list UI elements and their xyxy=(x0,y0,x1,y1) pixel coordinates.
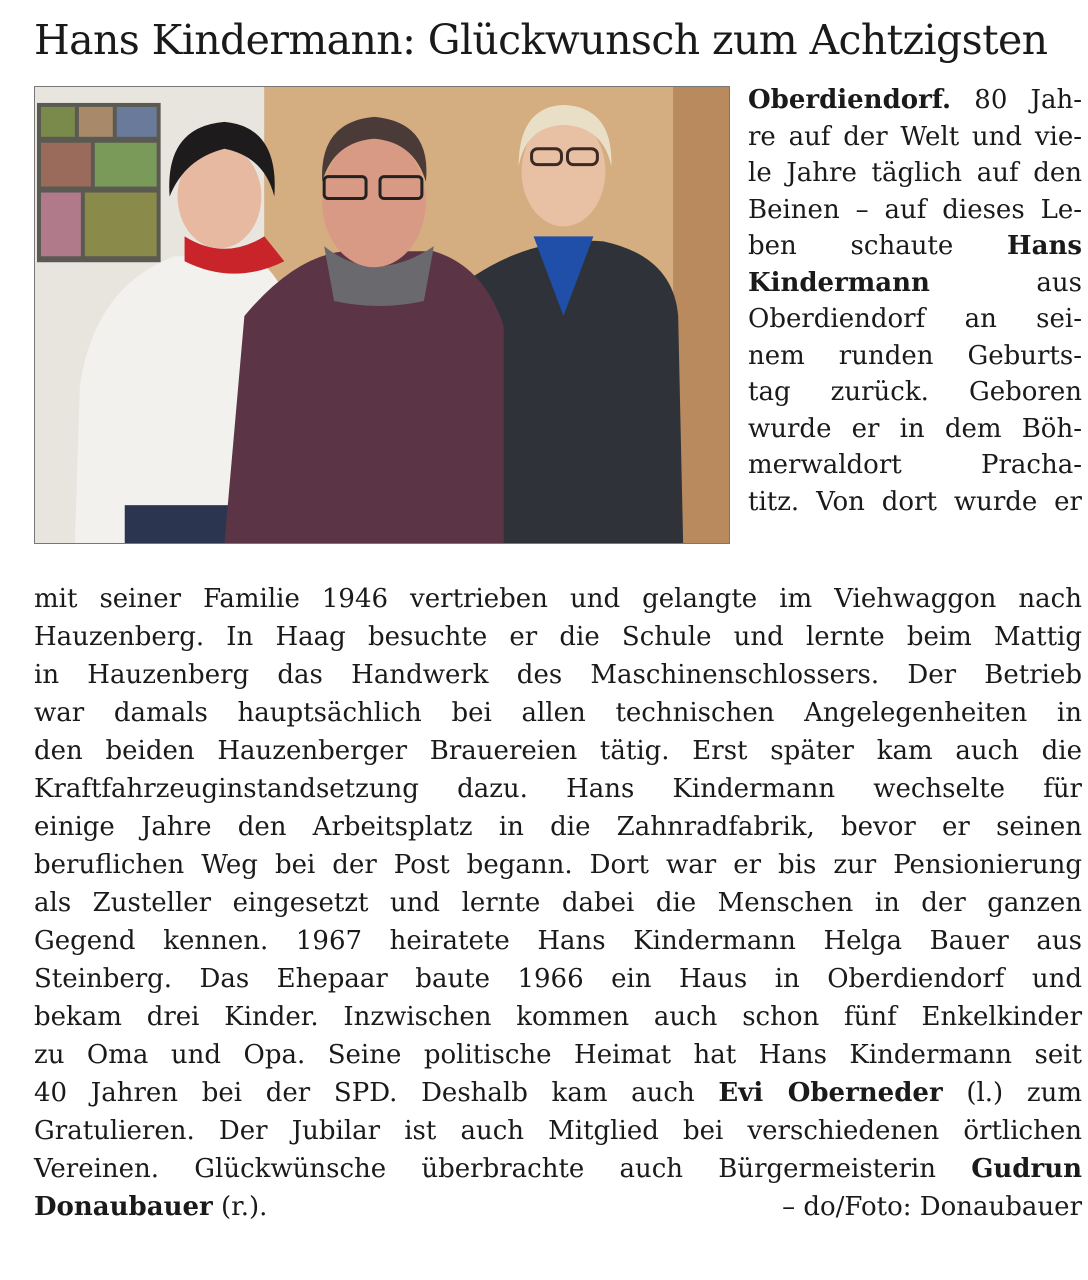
text-line-last: Donaubauer (r.). – do/Foto: Donaubauer xyxy=(34,1188,1082,1226)
text-line: Hauzenberg. In Haag besuchte er die Schule und lernte beim Mattig xyxy=(34,622,1082,652)
text-line: ben schaute Hans xyxy=(748,231,1082,261)
text-line: war damals hauptsächlich bei allen technischen Angelegenheiten in xyxy=(34,698,1082,728)
article-headline: Hans Kindermann: Glückwunsch zum Achtzigsten xyxy=(34,16,1048,64)
text-line: merwaldort Pracha- xyxy=(748,450,1082,480)
text-line: mit seiner Familie 1946 vertrieben und gelangte im Viehwaggon nach xyxy=(34,584,1082,614)
text-line: re auf der Welt und vie- xyxy=(748,121,1082,152)
text-line: nem runden Geburts- xyxy=(748,340,1082,371)
text-line: Gratulieren. Der Jubilar ist auch Mitglied bei verschiedenen örtlichen xyxy=(34,1116,1082,1146)
text-line: Steinberg. Das Ehepaar baute 1966 ein Haus in Oberdiendorf und xyxy=(34,964,1082,994)
text-line: Oberdiendorf an sei- xyxy=(748,304,1082,334)
text-line: den beiden Hauzenberger Brauereien tätig. Erst später kam auch die xyxy=(34,736,1082,766)
text-line: zu Oma und Opa. Seine politische Heimat hat Hans Kindermann seit xyxy=(34,1040,1082,1070)
text-line: beruflichen Weg bei der Post begann. Dort war er bis zur Pensionierung xyxy=(34,850,1082,880)
article-intro-column xyxy=(748,82,1082,520)
photo-three-people xyxy=(35,87,729,543)
text-line: bekam drei Kinder. Inzwischen kommen auch schon fünf Enkelkinder xyxy=(34,1002,1082,1032)
text-line: 40 Jahren bei der SPD. Deshalb kam auch Evi Oberneder (l.) zum xyxy=(34,1078,1082,1108)
photo-credit: – do/Foto: Donaubauer xyxy=(782,1192,1082,1222)
text-line: Vereinen. Glückwünsche überbrachte auch Bürgermeisterin Gudrun xyxy=(34,1154,1082,1184)
article-body xyxy=(34,580,1082,1226)
text-line: Kraftfahrzeuginstandsetzung dazu. Hans Kindermann wechselte für xyxy=(34,774,1082,804)
text-line: einige Jahre den Arbeitsplatz in die Zahnradfabrik, bevor er seinen xyxy=(34,812,1082,842)
text-line: Oberdiendorf. 80 Jah- xyxy=(748,85,1082,115)
article-photo xyxy=(34,86,730,544)
text-line: Beinen – auf dieses Le- xyxy=(748,194,1082,225)
text-line: le Jahre täglich auf den xyxy=(748,158,1082,188)
text-line: wurde er in dem Böh- xyxy=(748,413,1082,444)
text-line: als Zusteller eingesetzt und lernte dabei die Menschen in der ganzen xyxy=(34,888,1082,918)
text-line: Kindermann aus xyxy=(748,267,1082,298)
text-line: titz. Von dort wurde er xyxy=(748,486,1082,517)
text-line: Gegend kennen. 1967 heiratete Hans Kindermann Helga Bauer aus xyxy=(34,926,1082,956)
text-line: tag zurück. Geboren xyxy=(748,377,1082,407)
text-line: in Hauzenberg das Handwerk des Maschinenschlossers. Der Betrieb xyxy=(34,660,1082,690)
